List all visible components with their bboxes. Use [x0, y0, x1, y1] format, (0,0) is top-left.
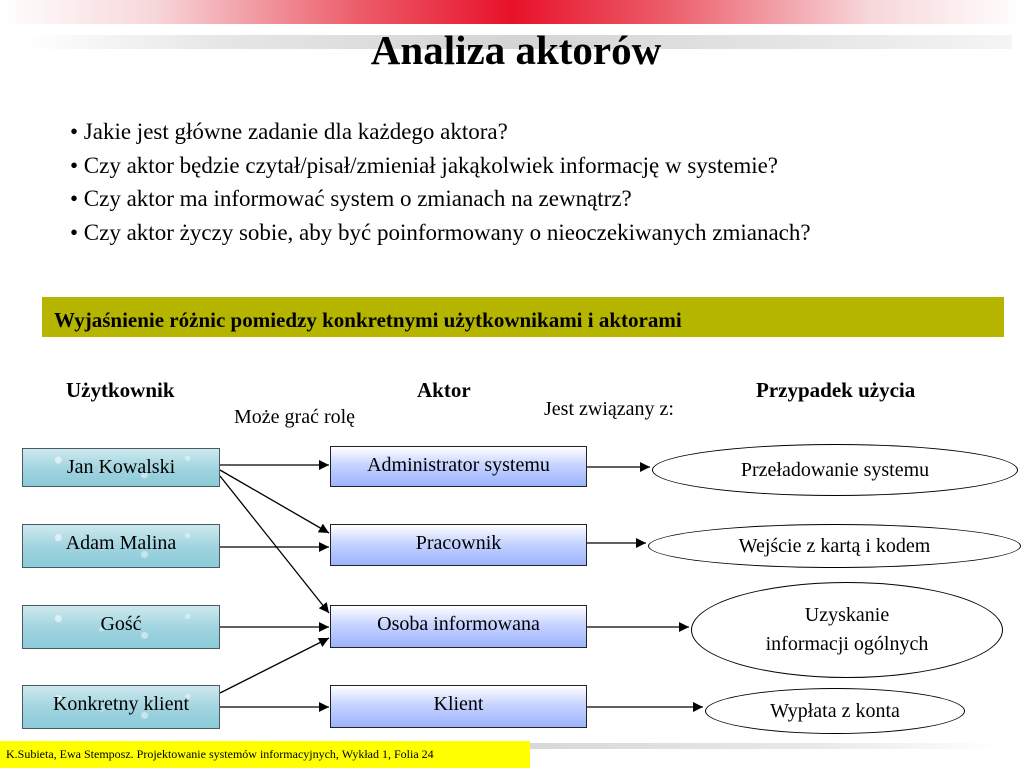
actor-osoba-informowana: Osoba informowana: [330, 605, 587, 648]
user-gosc: Gość: [22, 605, 220, 649]
use-case-info-label-line2: informacji ogólnych: [765, 633, 929, 655]
user-jan-kowalski: Jan Kowalski: [22, 448, 220, 487]
actor-pracownik: Pracownik: [330, 524, 587, 566]
actor-administrator: Administrator systemu: [330, 446, 587, 487]
column-header-use-case: Przypadek użycia: [756, 378, 916, 402]
footer-citation: K.Subieta, Ewa Stemposz. Projektowanie systemów informacyjnych, Wykład 1, Folia 24: [0, 741, 530, 768]
use-case-card-entry-label: Wejście z kartą i kodem: [738, 534, 931, 557]
question-item: • Jakie jest główne zadanie dla każdego aktora?: [70, 119, 508, 144]
column-header-user: Użytkownik: [66, 378, 175, 402]
column-header-actor: Aktor: [417, 378, 471, 402]
use-case-reload-label: Przeładowanie systemu: [740, 458, 930, 481]
use-case-info-label-line1: Uzyskanie: [804, 604, 890, 626]
slide-title: Analiza aktorów: [370, 27, 662, 73]
use-case-info: [691, 582, 1003, 678]
arrow-klient-to-osoba: [220, 638, 329, 693]
user-konkretny-klient: Konkretny klient: [22, 685, 220, 729]
arrow-jan-to-pracownik: [220, 470, 329, 533]
use-case-reload: [652, 444, 1018, 496]
label-can-play-role: Może grać rolę: [234, 406, 356, 428]
section-banner: Wyjaśnienie różnic pomiedzy konkretnymi użytkownikami i aktorami: [42, 297, 1004, 337]
actor-klient: Klient: [330, 685, 587, 728]
label-is-related-to: Jest związany z:: [544, 398, 674, 420]
use-case-withdrawal: [705, 688, 965, 734]
question-item: • Czy aktor życzy sobie, aby być poinformowany o nieoczekiwanych zmianach?: [70, 219, 811, 245]
footer-rule: [530, 743, 1000, 749]
user-adam-malina: Adam Malina: [22, 524, 220, 568]
use-case-withdrawal-label: Wypłata z konta: [770, 699, 900, 722]
use-case-card-entry: [648, 524, 1021, 568]
arrow-jan-to-osoba: [220, 476, 329, 613]
question-item: • Czy aktor będzie czytał/pisał/zmieniał jakąkolwiek informację w systemie?: [70, 152, 779, 178]
question-item: • Czy aktor ma informować system o zmianach na zewnątrz?: [70, 186, 632, 211]
